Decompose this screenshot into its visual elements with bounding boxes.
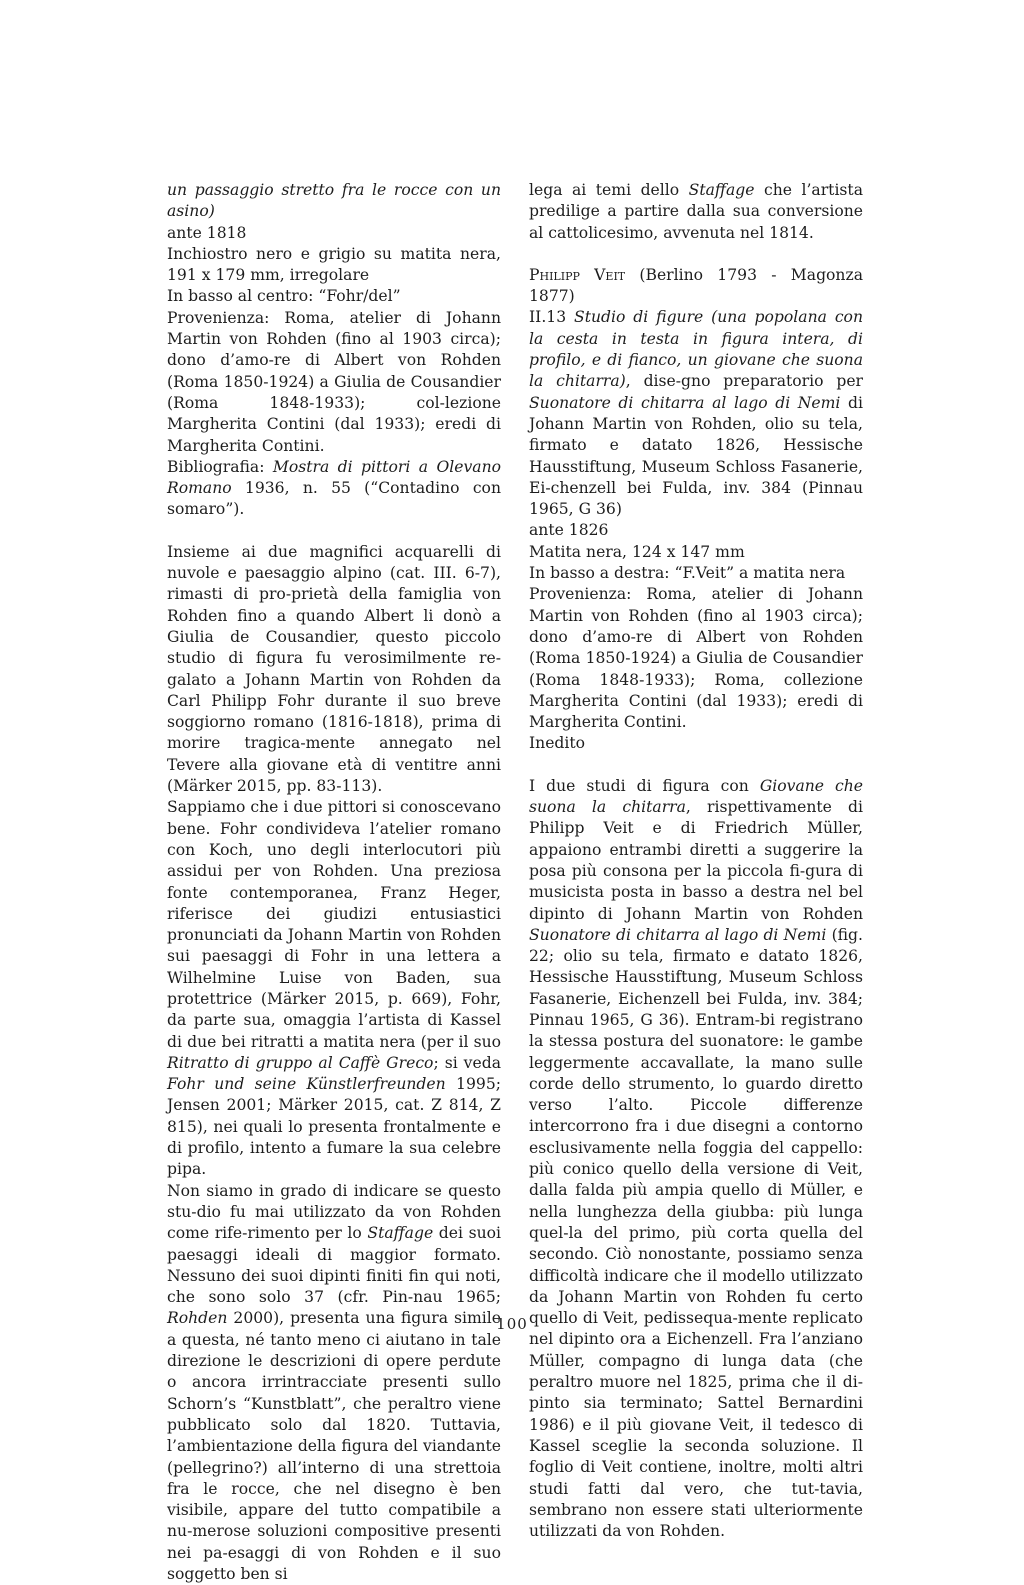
entry-inscription: In basso a destra: “F.Veit” a matita nera xyxy=(529,564,846,583)
spacer xyxy=(167,521,501,542)
italic-title: Ritratto di gruppo al Caffè Greco xyxy=(167,1053,434,1072)
entry-provenance: Provenienza: Roma, atelier di Johann Martin von Rohden (fino al 1903 circa); dono d’amo-re di Albert von Rohden (Roma 1850-1924) a Giulia de Cousandier (Roma 1848-1933); col-lezione Margherita Contini (dal 1933); eredi di Margherita Contini. xyxy=(167,308,501,455)
left-column xyxy=(167,180,501,1585)
artist-header xyxy=(529,265,863,308)
italic-title: Suonatore di chitarra al lago di Nemi xyxy=(529,925,827,944)
bibliography-rest: 1936, n. 55 (“Contadino con somaro”). xyxy=(167,479,501,519)
italic-title: Suonatore di chitarra al lago di Nemi xyxy=(529,393,841,412)
entry-title-tail xyxy=(167,180,501,223)
entry-title-italic: un passaggio stretto fra le rocce con un asino) xyxy=(167,181,501,221)
artist-dates: (Berlino 1793 - Magonza 1877) xyxy=(529,265,863,306)
entry-inscription: In basso al centro: “Fohr/del” xyxy=(167,287,401,306)
entry-date: ante 1826 xyxy=(529,521,609,540)
text-run: ; si veda xyxy=(433,1053,501,1072)
entry-bibliography xyxy=(167,457,501,521)
text-run: Non siamo in grado di indicare se questo stu-dio fu mai utilizzato da von Rohden come rife-rimento per lo xyxy=(167,1181,501,1243)
text-run: I due studi di figura con xyxy=(529,776,760,795)
entry-provenance: Provenienza: Roma, atelier di Johann Martin von Rohden (fino al 1903 circa); dono d’amo-re di Albert von Rohden (Roma 1850-1924) a Giulia de Cousandier (Roma 1848-1933); Roma, collezione Margherita Contini (dal 1933); eredi di Margherita Contini. xyxy=(529,585,863,732)
text-run: che l’artista predilige a partire dalla sua conversione al cattolicesimo, avvenuta nel 1814. xyxy=(529,181,864,242)
body-paragraph xyxy=(529,776,863,1543)
body-paragraph-3 xyxy=(167,1181,501,1585)
text-run: dei suoi paesaggi ideali di maggior formato. Nessuno dei suoi dipinti finiti fin qui noti, che sono solo 37 (cfr. Pin-nau 1965; xyxy=(167,1224,501,1307)
text-run: lega ai temi dello xyxy=(529,181,689,199)
page-number: 100 xyxy=(496,1315,528,1333)
bibliography-label: Bibliografia: xyxy=(167,457,273,476)
text-run: di Johann Martin von Rohden, olio su tela, firmato e datato 1826, Hessische Hausstiftung, Museum Schloss Fasanerie, Ei-chenzell bei Fulda, inv. 384 (Pinnau 1965, G 36) xyxy=(529,393,863,519)
text-run: , rispettivamente di Philipp Veit e di Friedrich Müller, appaiono entrambi diretti a suggerire la posa più consona per la piccola fi-gura di musicista posta in basso a destra nel bel dipinto di Johann Martin von Rohden xyxy=(529,798,863,923)
bibliography-title: Mostra di pittori a Olevano Romano xyxy=(167,457,502,498)
italic-title: Fohr und seine Künstlerfreunden xyxy=(167,1075,446,1094)
entry-date: ante 1818 xyxy=(167,223,247,242)
right-column xyxy=(529,180,863,1542)
italic-term: Staffage xyxy=(367,1224,434,1243)
entry-medium: Matita nera, 124 x 147 mm xyxy=(529,542,745,561)
body-paragraph-2 xyxy=(167,797,501,1180)
entry-medium: Inchiostro nero e grigio su matita nera, 191 x 179 mm, irregolare xyxy=(167,244,501,285)
italic-term: Staffage xyxy=(688,181,755,199)
text-run: 2000), presenta una figura simile a questa, né tanto meno ci aiutano in tale direzione le descrizioni di opere perdute o ancora irrintracciate presenti sullo Schorn’s “Kunstblatt”, che peraltro viene pubblicato solo dal 1820. Tuttavia, l’ambientazione della figura del viandante (pellegrino?) all’interno di una strettoia fra le rocce, che nel disegno è ben visibile, appare del tutto compatibile a nu-merose soluzioni compositive presenti nei pa-esaggi di von Rohden e il suo soggetto ben si xyxy=(167,1309,501,1583)
text-run: , dise-gno preparatorio per xyxy=(625,372,864,391)
entry-status: Inedito xyxy=(529,734,586,753)
body-paragraph-1: Insieme ai due magnifici acquarelli di nuvole e paesaggio alpino (cat. III. 6-7), rimasti di pro-prietà della famiglia von Rohden fino a quando Albert li donò a Giulia de Cousandier, questo piccolo studio di figura fu verosimilmente re-galato a Johann Martin von Rohden da Carl Philipp Fohr durante il suo breve soggiorno romano (1816-1818), prima di morire tragica-mente annegato nel Tevere alla giovane età di ventitre anni (Märker 2015, pp. 83-113). xyxy=(167,542,501,796)
italic-title: Rohden xyxy=(167,1309,228,1328)
continuation-paragraph xyxy=(529,180,863,244)
spacer xyxy=(529,244,863,265)
spacer xyxy=(529,755,863,776)
text-run: Sappiamo che i due pittori si conoscevano bene. Fohr condivideva l’atelier romano con Koch, uno degli interlocutori più assidui per von Rohden. Una preziosa fonte contemporanea, Franz Heger, riferisce dei giudizi entusiastici pronunciati da Johann Martin von Rohden sui paesaggi di Fohr in una lettera a Wilhelmine Luise von Baden, sua protettrice (Märker 2015, p. 669), Fohr, da parte sua, omaggia l’artista di Kassel di due bei ritratti a matita nera (per il suo xyxy=(167,798,501,1051)
italic-title: Giovane che suona la chitarra xyxy=(529,776,864,817)
entry-number: II.13 xyxy=(529,308,575,327)
text-run: 1995; Jensen 2001; Märker 2015, cat. Z 814, Z 815), nei quali lo presenta frontalmente e di profilo, intento a fumare la sua celebre pipa. xyxy=(167,1075,501,1179)
catalog-entry xyxy=(529,307,863,520)
artist-name: Philipp Veit xyxy=(529,265,626,284)
entry-title: Studio di figure (una popolana con la cesta in testa in figura intera, di profilo, e di fianco, un giovane che suona la chitarra) xyxy=(529,308,863,391)
text-run: (fig. 22; olio su tela, firmato e datato 1826, Hessische Hausstiftung, Museum Schloss Fasanerie, Eichenzell bei Fulda, inv. 384; Pinnau 1965, G 36). Entram-bi registrano la stessa postura del suonatore: le gambe leggermente accavallate, la mano sulle corde dello strumento, lo guardo diretto verso l’alto. Piccole differenze intercorrono fra i due disegni a contorno esclusivamente nella foggia del cappello: più conico quello della versione di Veit, dalla falda più ampia quello di Müller, e nella lunghezza della giubba: più lunga quel-la del primo, più corta quella del secondo. Ciò nonostante, possiamo senza difficoltà indicare che il modello utilizzato da Johann Martin von Rohden fu certo quello di Veit, pedissequa-mente replicato nel dipinto ora a Eichenzell. Fra l’anziano Müller, compagno di lunga data (che peraltro muore nel 1825, prima che il di-pinto sia terminato; Sattel Bernardini 1986) e il più giovane Veit, il tedesco di Kassel sceglie la seconda soluzione. Il foglio di Veit contiene, inoltre, molti altri studi fatti dal vero, che tut-tavia, sembrano non essere stati ulteriormente utilizzati da von Rohden. xyxy=(529,925,863,1541)
